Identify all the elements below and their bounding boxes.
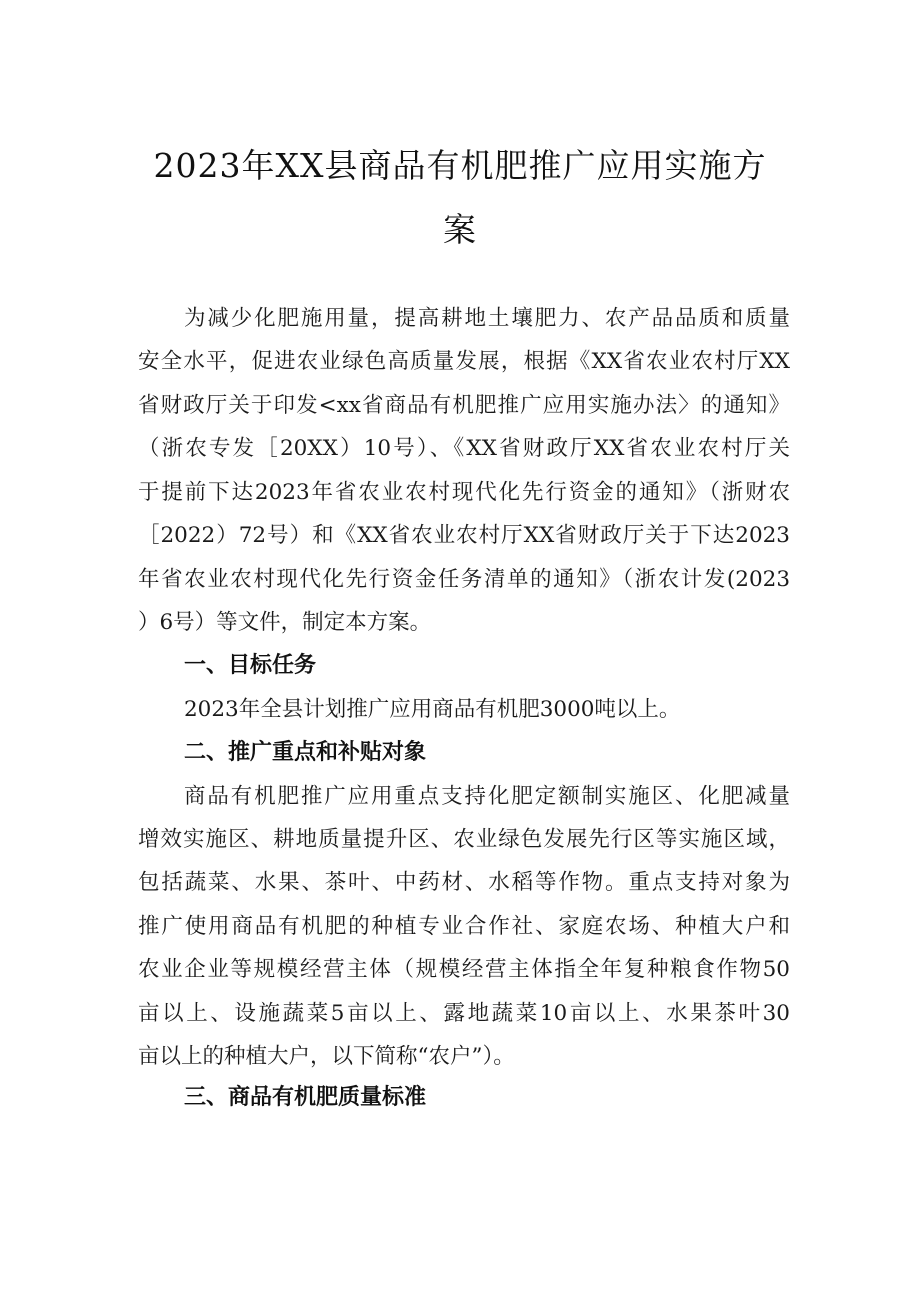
section-focus-line: 商品有机肥推广应用重点支持化肥定额制实施区、化肥减量: [184, 784, 790, 809]
intro-line: ）6号）等文件，制定本方案。: [138, 610, 432, 635]
document-title-line-2: 案: [443, 210, 477, 249]
intro-line: 省财政厅关于印发<xx省商品有机肥推广应用实施办法〉的通知》: [138, 393, 790, 418]
section-heading-goals: 一、目标任务: [184, 653, 317, 678]
intro-line: 为减少化肥施用量，提高耕地土壤肥力、农产品品质和质量: [184, 306, 790, 331]
section-heading-standards: 三、商品有机肥质量标准: [184, 1085, 427, 1110]
document-title-line-1: 2023年XX县商品有机肥推广应用实施方: [153, 146, 767, 185]
section-focus-line: 亩以上、设施蔬菜5亩以上、露地蔬菜10亩以上、水果茶叶30: [138, 1001, 790, 1026]
section-focus-line: 包括蔬菜、水果、茶叶、中药材、水稻等作物。重点支持对象为: [138, 870, 790, 895]
section-focus-line: 农业企业等规模经营主体（规模经营主体指全年复种粮食作物50: [138, 957, 790, 982]
section-focus-line: 推广使用商品有机肥的种植专业合作社、家庭农场、种植大户和: [138, 914, 790, 939]
intro-line: （浙农专发［20XX）10号）、《XX省财政厅XX省农业农村厅关: [138, 436, 790, 461]
section-focus-line: 亩以上的种植大户，以下简称“农户”）。: [138, 1044, 515, 1069]
intro-line: ［2022）72号）和《XX省农业农村厅XX省财政厅关于下达2023: [138, 523, 790, 548]
section-goals-text: 2023年全县计划推广应用商品有机肥3000吨以上。: [184, 697, 681, 722]
intro-line: 于提前下达2023年省农业农村现代化先行资金的通知》（浙财农: [138, 480, 790, 505]
intro-line: 安全水平，促进农业绿色高质量发展，根据《XX省农业农村厅XX: [138, 349, 790, 374]
section-heading-focus: 二、推广重点和补贴对象: [184, 740, 427, 765]
section-focus-line: 增效实施区、耕地质量提升区、农业绿色发展先行区等实施区域，: [138, 827, 790, 852]
intro-line: 年省农业农村现代化先行资金任务清单的通知》（浙农计发(2023: [138, 567, 790, 592]
